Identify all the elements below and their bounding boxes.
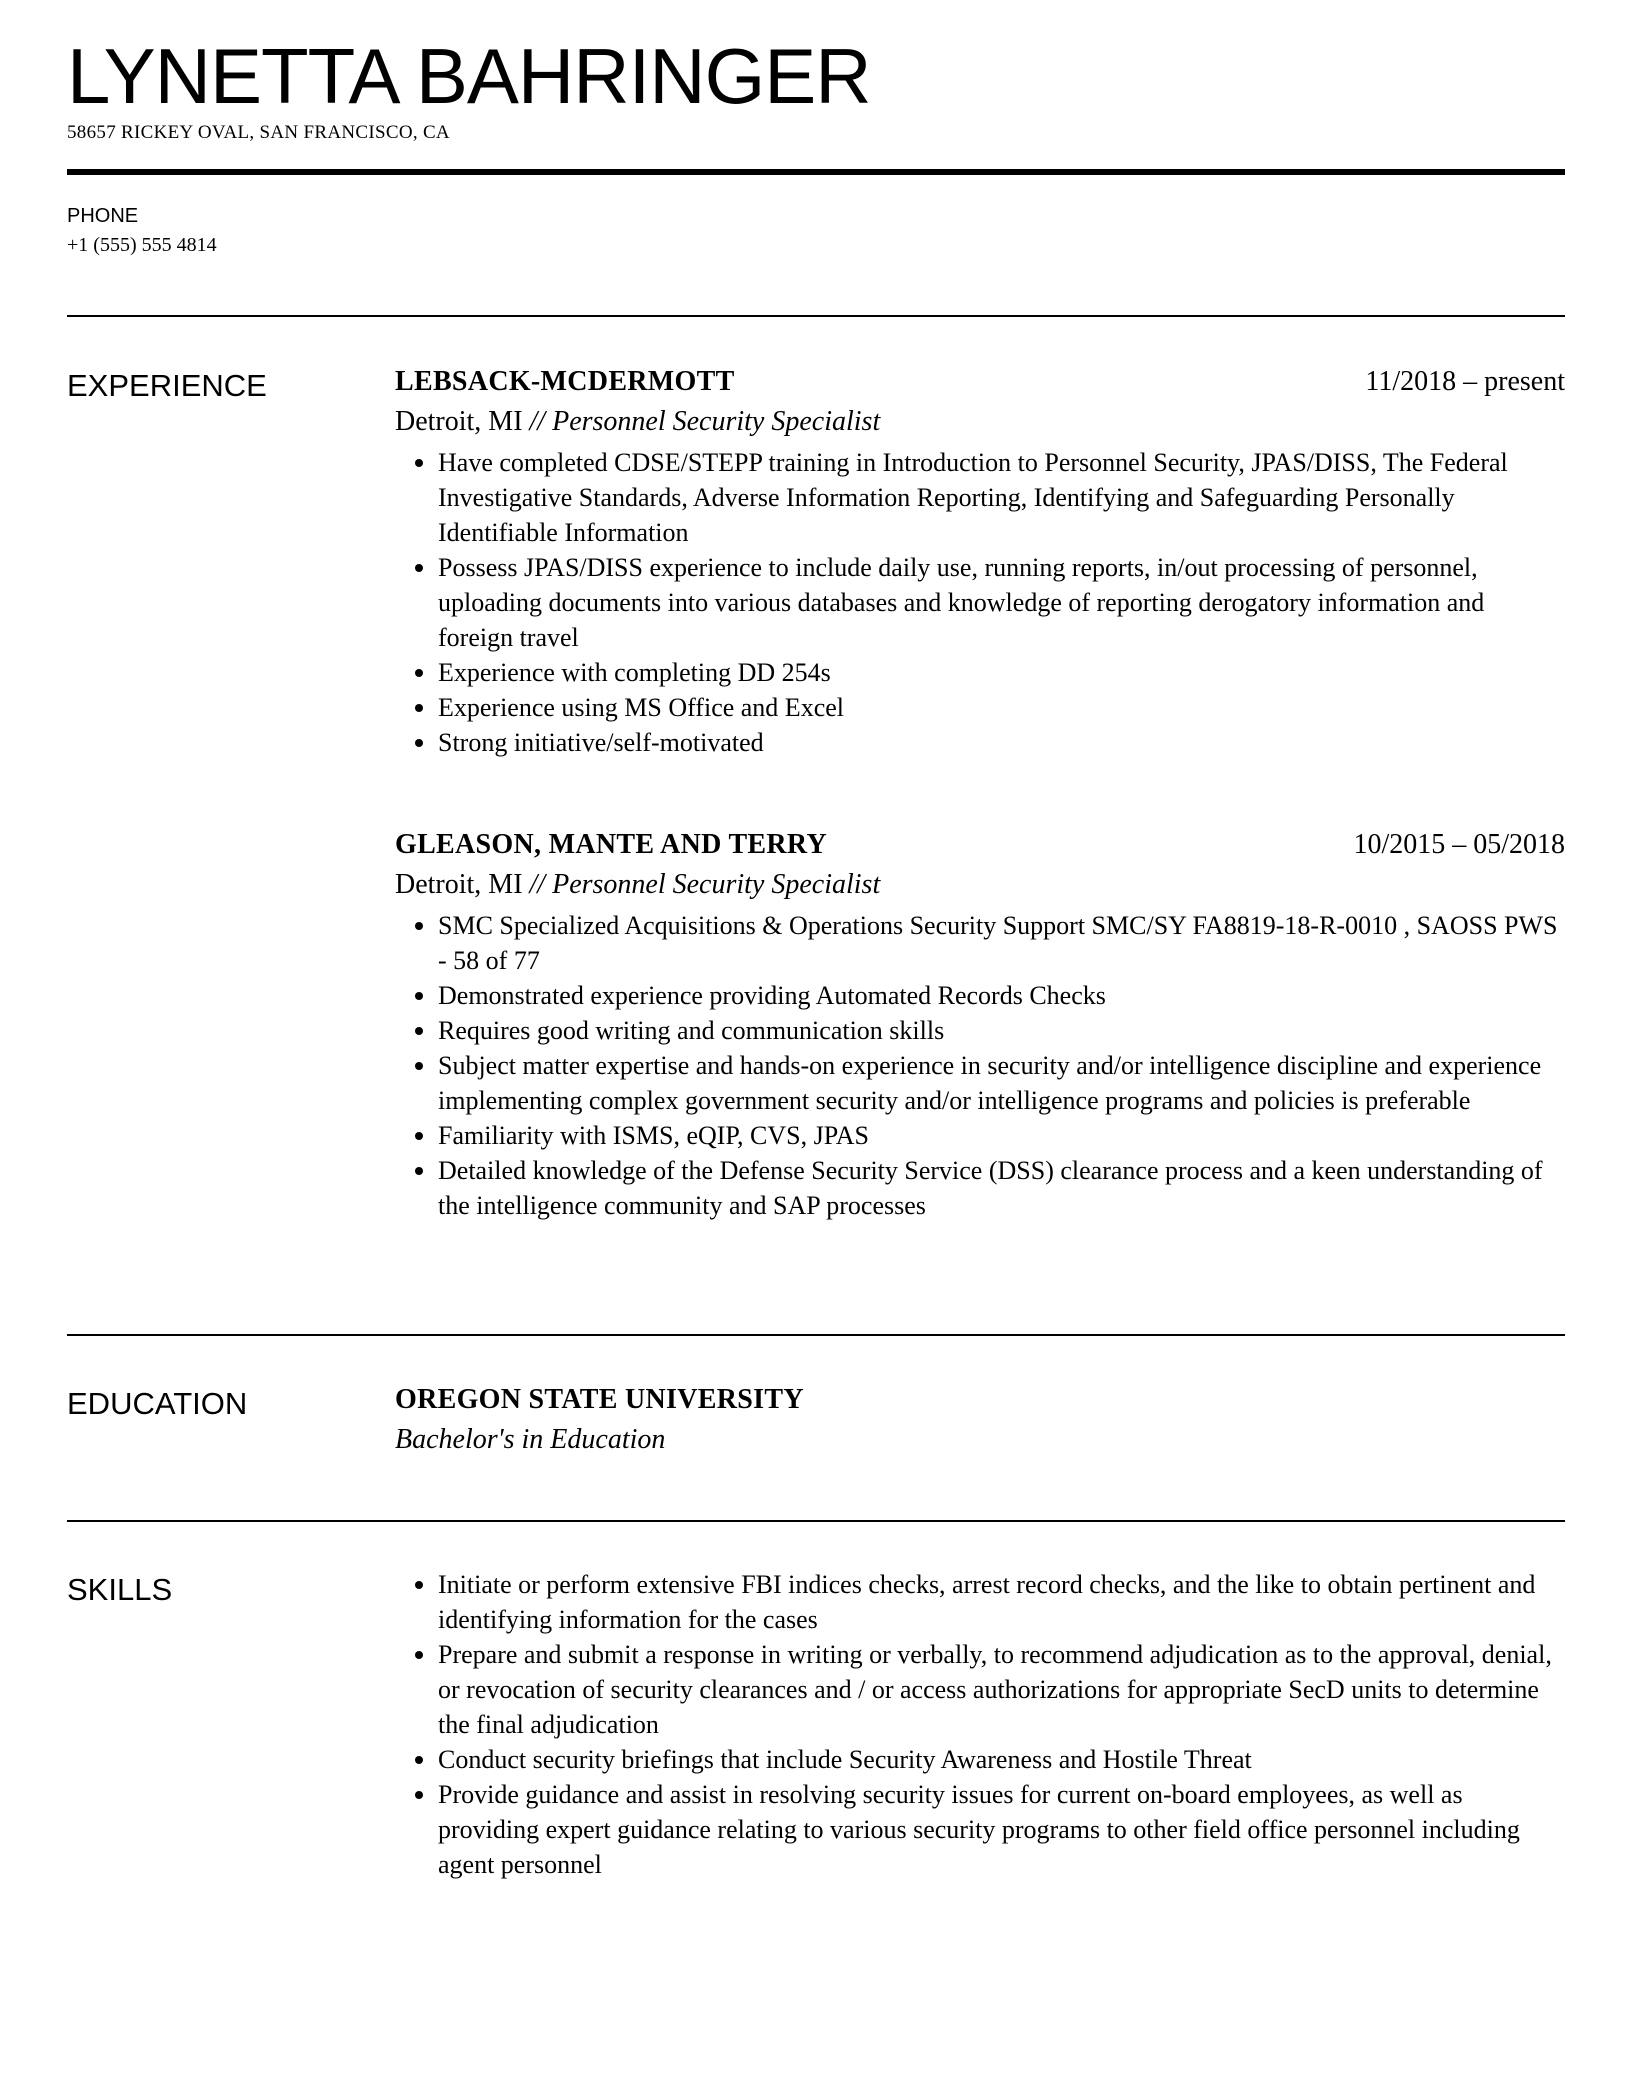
phone-number: +1 (555) 555 4814 [67, 234, 217, 256]
skills-entry [395, 1567, 1565, 1882]
job-separator: // [529, 869, 546, 900]
job-header [395, 825, 1565, 865]
job-separator: // [529, 406, 546, 437]
section-title-experience: EXPERIENCE [67, 368, 267, 403]
job-header [395, 362, 1565, 402]
job-dates: 10/2015 – 05/2018 [1353, 829, 1565, 860]
header-divider [67, 169, 1565, 175]
degree: Bachelor's in Education [395, 1424, 666, 1455]
job-bullets [395, 908, 1565, 1223]
section-divider [67, 1520, 1565, 1522]
address: 58657 RICKEY OVAL, SAN FRANCISCO, CA [67, 122, 450, 143]
list-item: Familiarity with ISMS, eQIP, CVS, JPAS [438, 1118, 1565, 1153]
job-subline [395, 865, 1565, 905]
list-item: Provide guidance and assist in resolving security issues for current on-board employees, as well as providing expert guidance relating to various security programs to other field office personnel including agent personnel [438, 1777, 1565, 1882]
job-entry [395, 825, 1565, 1223]
candidate-name: LYNETTA BAHRINGER [67, 32, 871, 120]
section-title-skills: SKILLS [67, 1572, 173, 1607]
section-divider [67, 1334, 1565, 1336]
list-item: Demonstrated experience providing Automated Records Checks [438, 978, 1565, 1013]
school-name: OREGON STATE UNIVERSITY [395, 1384, 804, 1415]
job-dates: 11/2018 – present [1365, 366, 1565, 397]
education-entry [395, 1380, 1565, 1460]
list-item: Prepare and submit a response in writing or verbally, to recommend adjudication as to the approval, denial, or revocation of security clearances and / or access authorizations for appropriate SecD units to determine the final adjudication [438, 1637, 1565, 1742]
job-entry [395, 362, 1565, 760]
company-name: LEBSACK-MCDERMOTT [395, 366, 735, 397]
list-item: Initiate or perform extensive FBI indices checks, arrest record checks, and the like to obtain pertinent and identifying information for the cases [438, 1567, 1565, 1637]
section-title-education: EDUCATION [67, 1386, 248, 1421]
list-item: Experience with completing DD 254s [438, 655, 1565, 690]
list-item: Experience using MS Office and Excel [438, 690, 1565, 725]
list-item: Conduct security briefings that include Security Awareness and Hostile Threat [438, 1742, 1565, 1777]
list-item: SMC Specialized Acquisitions & Operations Security Support SMC/SY FA8819-18-R-0010 , SAOSS PWS - 58 of 77 [438, 908, 1565, 978]
section-divider [67, 315, 1565, 317]
phone-label: PHONE [67, 205, 139, 227]
list-item: Requires good writing and communication skills [438, 1013, 1565, 1048]
job-role: Personnel Security Specialist [552, 869, 881, 900]
job-location: Detroit, MI [395, 406, 523, 437]
company-name: GLEASON, MANTE AND TERRY [395, 829, 827, 860]
list-item: Possess JPAS/DISS experience to include daily use, running reports, in/out processing of personnel, uploading documents into various databases and knowledge of reporting derogatory information and foreign travel [438, 550, 1565, 655]
skills-list [395, 1567, 1565, 1882]
job-bullets [395, 445, 1565, 760]
list-item: Detailed knowledge of the Defense Security Service (DSS) clearance process and a keen understanding of the intelligence community and SAP processes [438, 1153, 1565, 1223]
job-role: Personnel Security Specialist [552, 406, 881, 437]
list-item: Subject matter expertise and hands-on experience in security and/or intelligence discipline and experience implementing complex government security and/or intelligence programs and policies is preferable [438, 1048, 1565, 1118]
list-item: Have completed CDSE/STEPP training in Introduction to Personnel Security, JPAS/DISS, The Federal Investigative Standards, Adverse Information Reporting, Identifying and Safeguarding Personally Identifiable Information [438, 445, 1565, 550]
job-location: Detroit, MI [395, 869, 523, 900]
job-subline [395, 402, 1565, 442]
list-item: Strong initiative/self-motivated [438, 725, 1565, 760]
